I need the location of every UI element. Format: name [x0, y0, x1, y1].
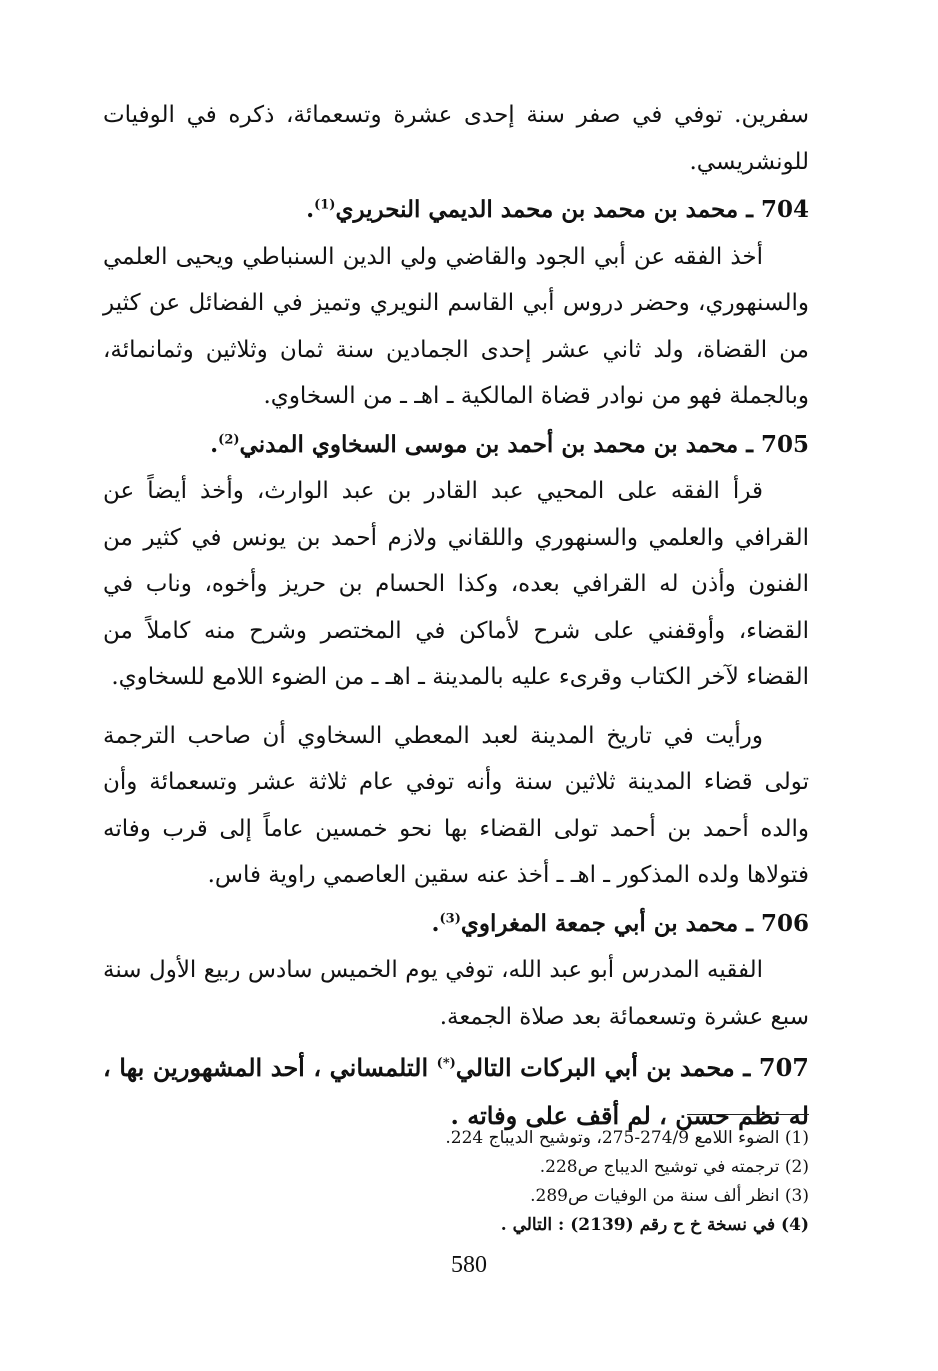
intro-paragraph: سفرين. توفي في صفر سنة إحدى عشرة وتسعمائة، ذكره في الوفيات للونشريسي. [103, 102, 809, 175]
entry-705-text-2: ورأيت في تاريخ المدينة لعبد المعطي السخاوي أن صاحب الترجمة تولى قضاء المدينة ثلاثين سنة وأنه توفي عام ثلاثة عشر وتسعمائة وأن والده أحمد بن أحمد تولى القضاء بها نحو خمسين عاماً إلى قرب وفاته فتولاها ولده المذكور ـ اهـ ـ أخذ عنه سقين العاصمي راوية فاس. [103, 722, 809, 888]
entry-704-text: أخذ الفقه عن أبي الجود والقاضي ولي الدين السنباطي ويحيى العلمي والسنهوري، وحضر دروس أبي القاسم النويري وتميز في الفضائل عن كثير من القضاة، ولد ثاني عشر إحدى الجمادين سنة ثمان وثلاثين وثمانمائة، وبالجملة فهو من نوادر قضاة المالكية ـ اهـ ـ من السخاوي. [103, 243, 809, 409]
footnote-2: (2) ترجمته في توشيح الديباج ص228. [539, 1157, 809, 1177]
footnote-ref-1: (1) [314, 197, 336, 213]
page-body [103, 92, 809, 1140]
entry-707-heading: 707 ـ محمد بن أبي البركات التالي [455, 1053, 809, 1082]
entry-706-text: الفقيه المدرس أبو عبد الله، توفي يوم الخميس سادس ربيع الأول سنة سبع عشرة وتسعمائة بعد صلاة الجمعة. [103, 957, 809, 1030]
entry-706-heading: 706 ـ محمد بن أبي جمعة المغراوي$^{(3)}$. [431, 909, 809, 937]
footnotes [300, 1124, 809, 1240]
entry-706-title: 706 ـ محمد بن أبي جمعة المغراوي [460, 909, 809, 937]
footnote-ref-3: (3) [439, 910, 461, 926]
entry-705-text-1: قرأ الفقه على المحيي عبد القادر بن عبد الوارث، وأخذ أيضاً عن القرافي والعلمي والسنهوري واللقاني ولازم أحمد بن يونس في كثير من الفنون وأذن له القرافي بعده، وكذا الحسام بن حريز وأخوه، وناب في القضاء، وأوقفني على شرح لأماكن في المختصر وشرح منه كاملاً من القضاء لآخر الكتاب وقرىء عليه بالمدينة ـ اهـ ـ من الضوء اللامع للسخاوي. [103, 478, 809, 690]
footnote-divider [687, 1114, 809, 1115]
footnote-1: (1) الضوء اللامع 274/9-275، وتوشيح الديباج 224. [445, 1128, 809, 1148]
entry-707-text: التلمساني ، أحد المشهورين بها ، له نظم حسن ، لم أقف على وفاته . [103, 1053, 809, 1130]
entry-705-title: 705 ـ محمد بن محمد بن أحمد بن موسى السخاوي المدني [239, 430, 809, 458]
page-number: 580 [451, 1252, 487, 1278]
entry-704-title: 704 ـ محمد بن محمد بن محمد الديمي النحريري [335, 196, 809, 223]
footnote-ref-4: (*) [436, 1056, 456, 1071]
entry-704-heading: 704 ـ محمد بن محمد بن محمد الديمي النحريري$^{(1)}$. [306, 196, 809, 223]
footnote-4: (4) في نسخة خ ح رقم (2139) : التالي . [500, 1215, 809, 1235]
entry-705-heading: 705 ـ محمد بن محمد بن أحمد بن موسى السخاوي المدني$^{(2)}$. [210, 430, 809, 458]
footnote-3: (3) انظر ألف سنة من الوفيات ص289. [530, 1186, 809, 1206]
footnote-ref-2: (2) [218, 431, 240, 447]
